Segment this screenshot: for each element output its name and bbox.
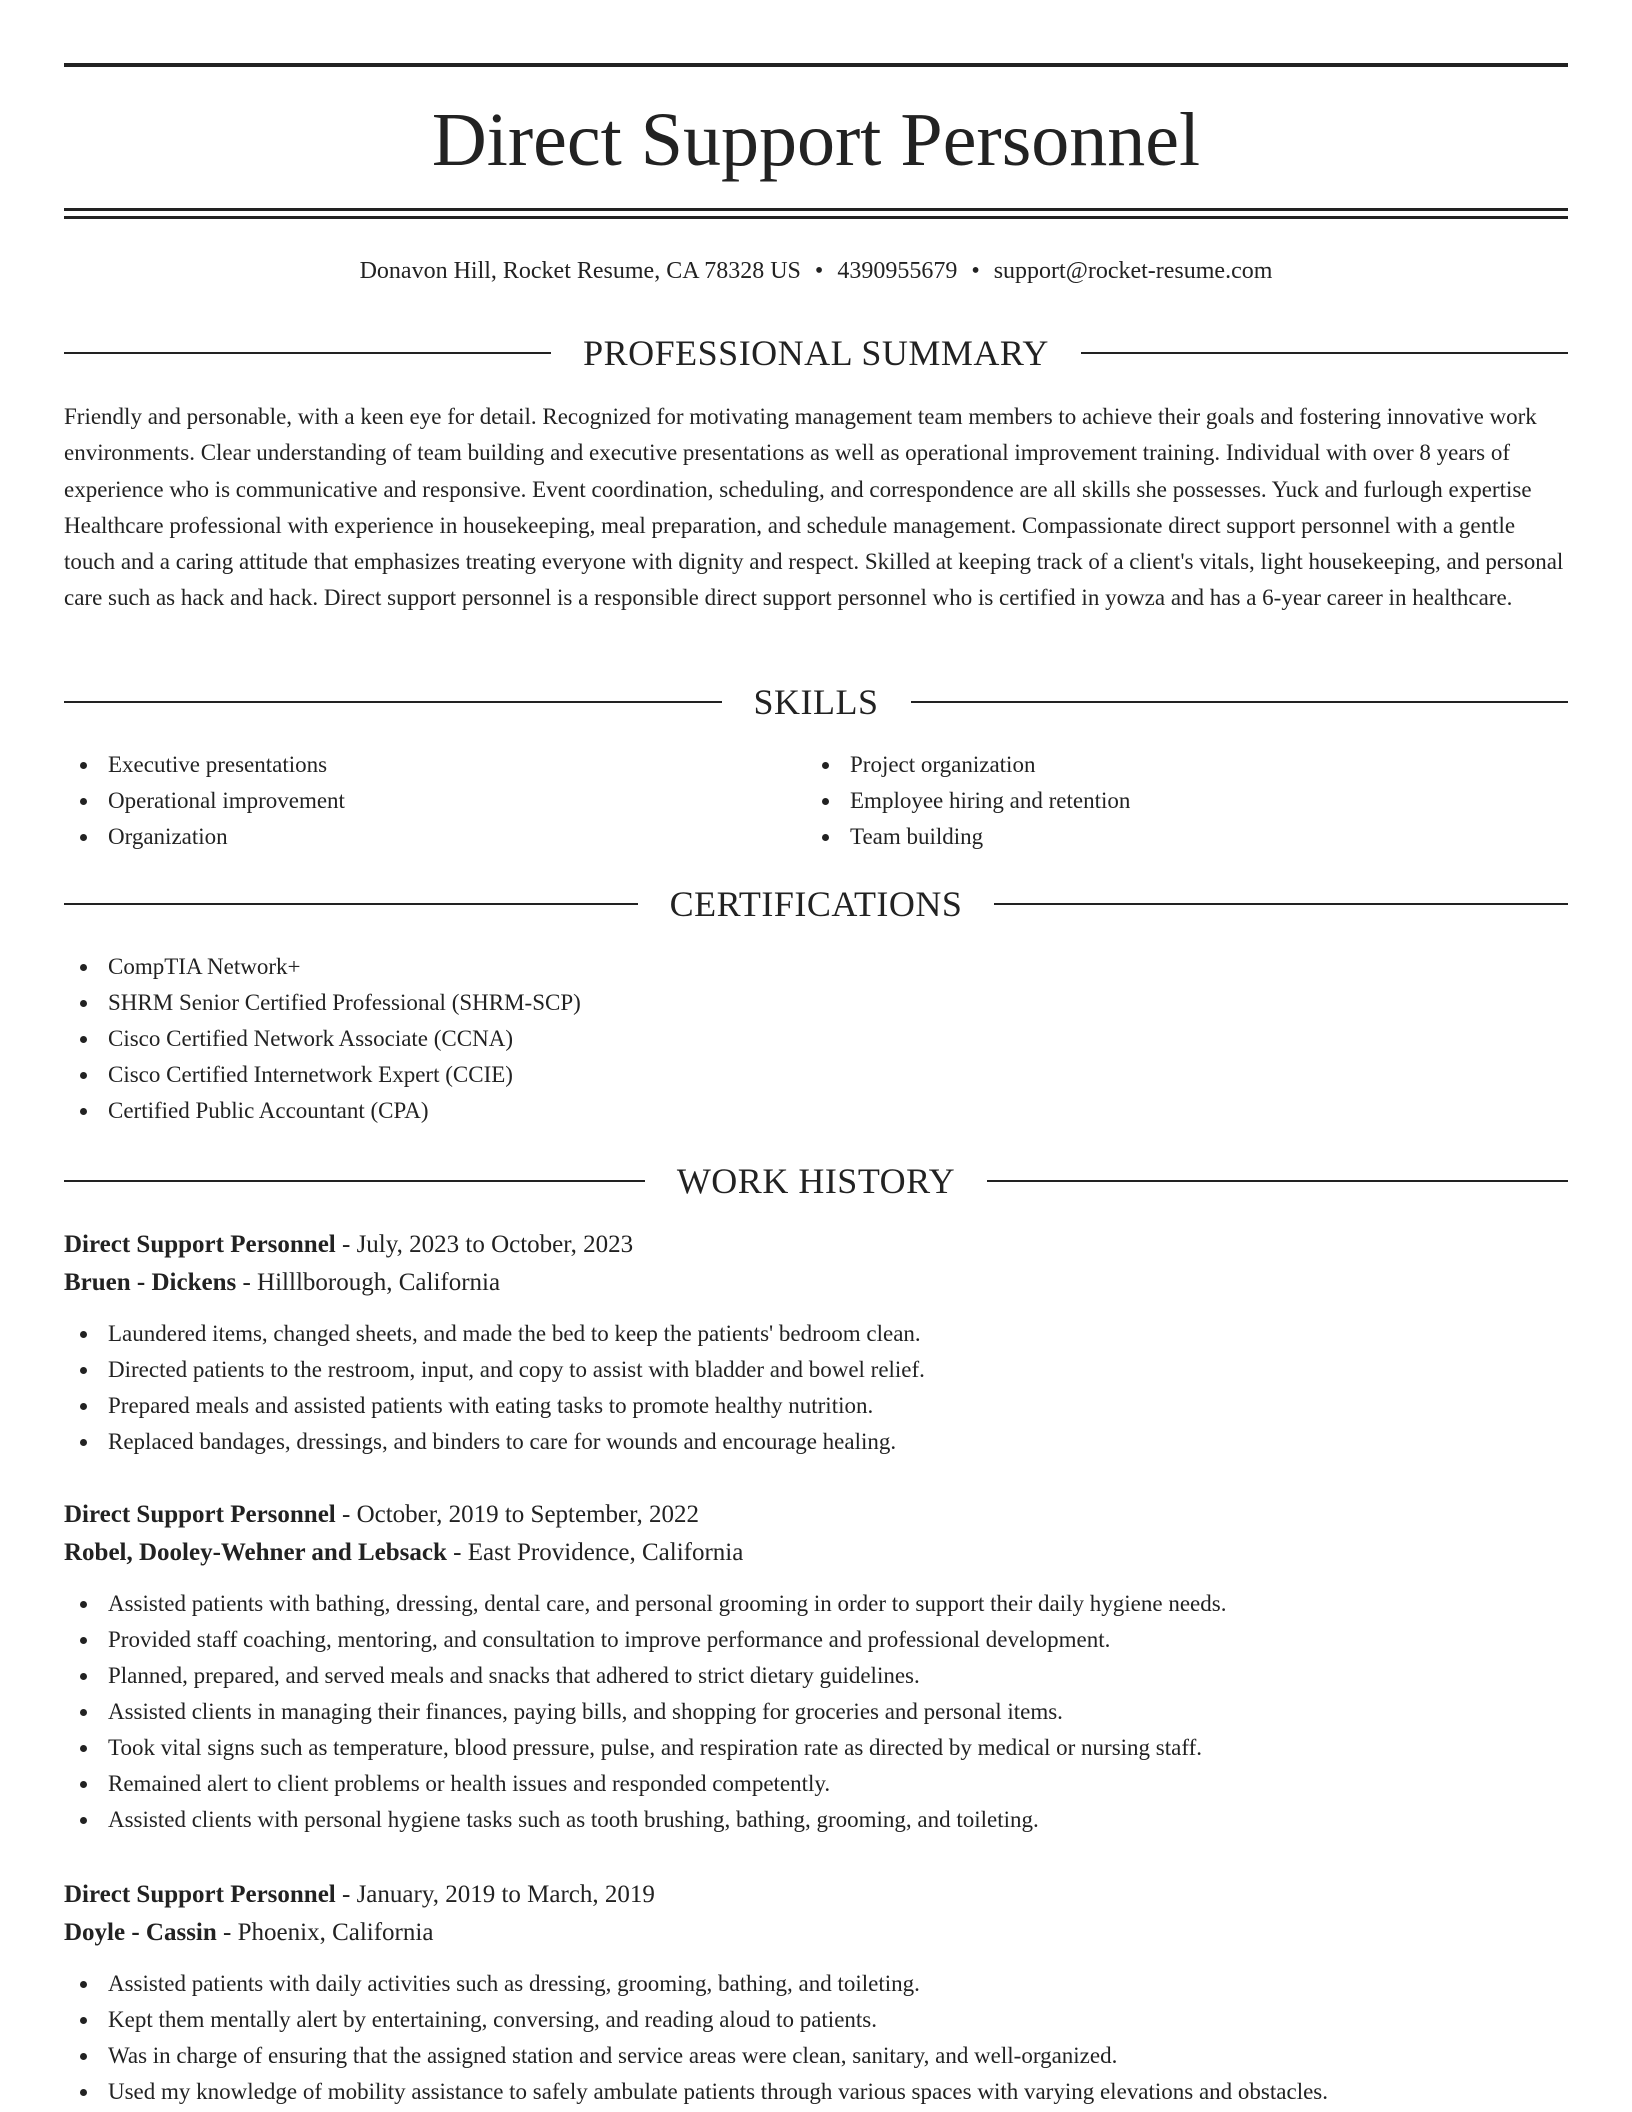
job-entry [64, 1496, 1568, 1838]
job-company: Bruen - Dickens [64, 1269, 237, 1296]
certification-item: SHRM Senior Certified Professional (SHRM-SCP) [64, 985, 1568, 1021]
job-bullet: Replaced bandages, dressings, and binders to care for wounds and encourage healing. [64, 1424, 1568, 1460]
heading-rule-right [911, 701, 1569, 703]
job-company-line [64, 1534, 1568, 1572]
job-bullet: Kept them mentally alert by entertaining, conversing, and reading aloud to patients. [64, 2002, 1568, 2038]
job-dates: - July, 2023 to October, 2023 [335, 1231, 634, 1258]
job-dates: - October, 2019 to September, 2022 [335, 1501, 699, 1528]
header-bottom-rule-upper [64, 208, 1568, 211]
job-bullet: Assisted clients in managing their finances, paying bills, and shopping for groceries and personal items. [64, 1694, 1568, 1730]
job-title: Direct Support Personnel [64, 1231, 336, 1258]
resume-title: Direct Support Personnel [431, 98, 1201, 182]
skill-item: Team building [806, 819, 1506, 855]
skills-list-right [806, 747, 1506, 855]
certification-item: Cisco Certified Network Associate (CCNA) [64, 1021, 1568, 1057]
header-bottom-rule-lower [64, 216, 1568, 219]
job-entry [64, 1226, 1568, 1460]
skills-heading [64, 680, 1568, 724]
certifications-heading-label: CERTIFICATIONS [669, 884, 963, 924]
job-bullets [64, 1586, 1568, 1838]
job-bullet: Assisted patients with bathing, dressing, dental care, and personal grooming in order to support their daily hygiene needs. [64, 1586, 1568, 1622]
job-bullets [64, 1316, 1568, 1460]
contact-address: Donavon Hill, Rocket Resume, CA 78328 US [359, 258, 801, 284]
job-company: Robel, Dooley-Wehner and Lebsack [64, 1539, 447, 1566]
job-location: - Hilllborough, California [236, 1269, 501, 1296]
summary-heading [64, 331, 1568, 375]
certifications-heading [64, 882, 1568, 926]
heading-rule-right [994, 903, 1568, 905]
job-bullet: Laundered items, changed sheets, and made the bed to keep the patients' bedroom clean. [64, 1316, 1568, 1352]
job-company-line [64, 1914, 1568, 1952]
job-entry [64, 1876, 1568, 2110]
skill-item: Operational improvement [64, 783, 764, 819]
work-history-heading-label: WORK HISTORY [676, 1161, 956, 1201]
job-bullet: Was in charge of ensuring that the assigned station and service areas were clean, sanitary, and well-organized. [64, 2038, 1568, 2074]
heading-rule-left [64, 701, 722, 703]
job-bullet: Provided staff coaching, mentoring, and consultation to improve performance and professional development. [64, 1622, 1568, 1658]
contact-phone: 4390955679 [837, 258, 958, 284]
summary-text: Friendly and personable, with a keen eye for detail. Recognized for motivating management team members to achieve their goals and fostering innovative work environments. Clear understanding of team building and executive presentations as well as operational improvement training. Individual with over 8 years of experience who is communicative and responsive. Event coordination, scheduling, and correspondence are all skills she possesses. Yuck and furlough expertise Healthcare professional with experience in housekeeping, meal preparation, and schedule management. Compassionate direct support personnel with a gentle touch and a caring attitude that emphasizes treating everyone with dignity and respect. Skilled at keeping track of a client's vitals, light housekeeping, and personal care such as hack and hack. Direct support personnel is a responsible direct support personnel who is certified in yowza and has a 6-year career in healthcare. [64, 404, 1564, 611]
job-company-line [64, 1264, 1568, 1302]
heading-rule-left [64, 352, 551, 354]
contact-line [64, 255, 1568, 287]
job-title-line [64, 1496, 1568, 1534]
job-bullet: Assisted clients with personal hygiene tasks such as tooth brushing, bathing, grooming, and toileting. [64, 1802, 1568, 1838]
job-bullet: Directed patients to the restroom, input, and copy to assist with bladder and bowel relief. [64, 1352, 1568, 1388]
heading-rule-left [64, 1180, 645, 1182]
header-top-rule [64, 63, 1568, 67]
job-title: Direct Support Personnel [64, 1881, 336, 1908]
skill-item: Project organization [806, 747, 1506, 783]
job-location: - East Providence, California [446, 1539, 744, 1566]
skills-heading-label: SKILLS [753, 682, 879, 722]
summary-heading-label: PROFESSIONAL SUMMARY [583, 333, 1049, 373]
job-bullets [64, 1966, 1568, 2110]
job-title: Direct Support Personnel [64, 1501, 336, 1528]
skill-item: Organization [64, 819, 764, 855]
skill-item: Employee hiring and retention [806, 783, 1506, 819]
certification-item: CompTIA Network+ [64, 949, 1568, 985]
heading-rule-right [1081, 352, 1568, 354]
job-bullet: Used my knowledge of mobility assistance to safely ambulate patients through various spaces with varying elevations and obstacles. [64, 2074, 1568, 2110]
job-title-line [64, 1876, 1568, 1914]
job-dates: - January, 2019 to March, 2019 [335, 1881, 655, 1908]
job-title-line [64, 1226, 1568, 1264]
certifications-list [64, 949, 1568, 1129]
job-bullet: Remained alert to client problems or health issues and responded competently. [64, 1766, 1568, 1802]
job-bullet: Prepared meals and assisted patients with eating tasks to promote healthy nutrition. [64, 1388, 1568, 1424]
skills-list-left [64, 747, 764, 855]
contact-separator: • [814, 258, 824, 284]
job-location: - Phoenix, California [216, 1919, 434, 1946]
certification-item: Cisco Certified Internetwork Expert (CCIE) [64, 1057, 1568, 1093]
job-bullet: Took vital signs such as temperature, blood pressure, pulse, and respiration rate as directed by medical or nursing staff. [64, 1730, 1568, 1766]
certification-item: Certified Public Accountant (CPA) [64, 1093, 1568, 1129]
heading-rule-left [64, 903, 638, 905]
job-bullet: Planned, prepared, and served meals and snacks that adhered to strict dietary guidelines. [64, 1658, 1568, 1694]
contact-email: support@rocket-resume.com [993, 258, 1273, 284]
contact-separator: • [971, 258, 980, 284]
job-company: Doyle - Cassin [64, 1919, 217, 1946]
skill-item: Executive presentations [64, 747, 764, 783]
work-history-heading [64, 1159, 1568, 1203]
job-bullet: Assisted patients with daily activities such as dressing, grooming, bathing, and toileting. [64, 1966, 1568, 2002]
heading-rule-right [987, 1180, 1568, 1182]
